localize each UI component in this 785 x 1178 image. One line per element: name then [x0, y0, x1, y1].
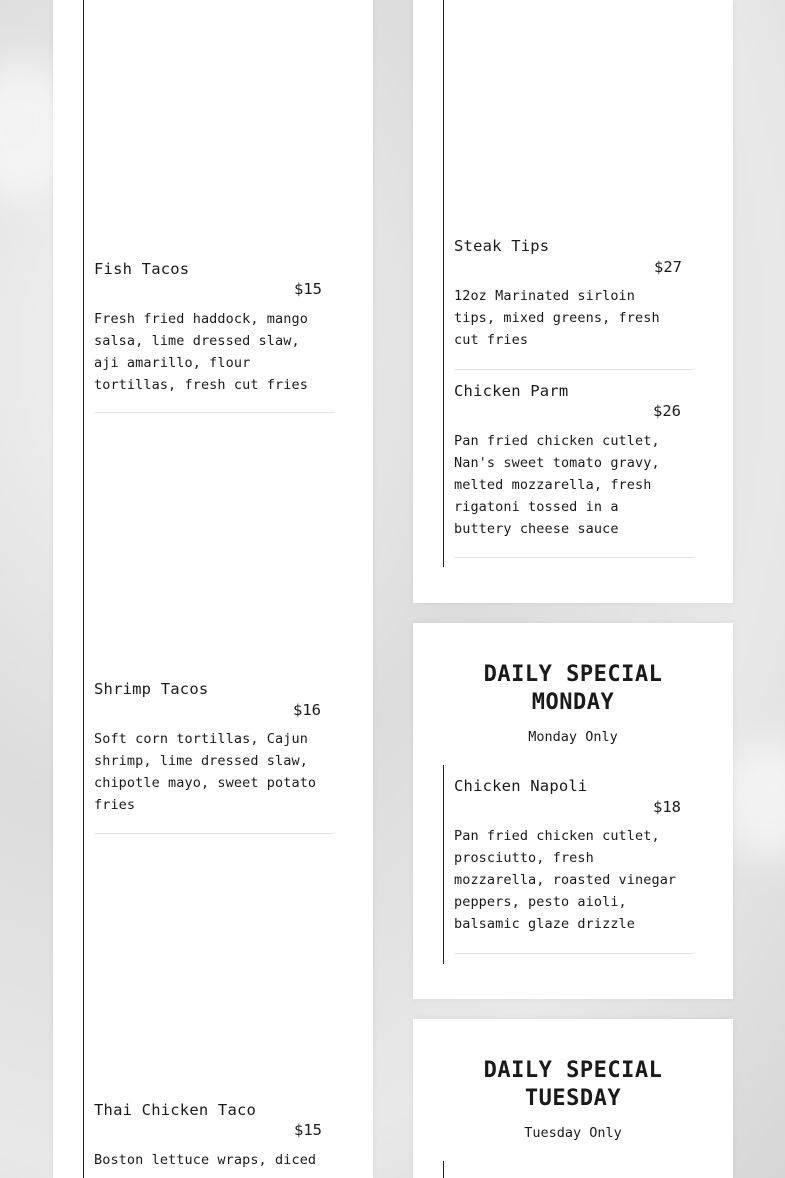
menu-item	[94, 680, 334, 840]
column-divider	[443, 765, 444, 964]
special-title-line2: TUESDAY	[524, 1086, 622, 1111]
menu-item-price: $18	[653, 798, 681, 816]
special-title-line1: DAILY SPECIAL	[483, 662, 663, 687]
menu-item-description: Pan fried chicken cutlet, Nan's sweet tomato gravy, melted mozzarella, fresh rigatoni tossed in a buttery cheese sauce	[454, 433, 660, 537]
item-separator	[454, 557, 694, 558]
menu-item-name: Steak Tips	[454, 237, 550, 255]
column-divider	[83, 0, 84, 1178]
menu-item	[454, 382, 694, 562]
menu-item-name: Shrimp Tacos	[94, 680, 209, 698]
column-divider	[443, 1161, 444, 1178]
special-title-line1: DAILY SPECIAL	[483, 1058, 663, 1083]
menu-item	[94, 1101, 334, 1178]
menu-item-name: Chicken Parm	[454, 382, 569, 400]
menu-item-name: Thai Chicken Taco	[94, 1101, 257, 1119]
menu-item-price: $26	[653, 402, 681, 420]
menu-item	[454, 237, 694, 377]
daily-special-tuesday-card	[413, 1019, 733, 1178]
menu-item-description: Boston lettuce wraps, diced	[94, 1152, 317, 1168]
menu-item-price: $15	[294, 280, 322, 298]
daily-special-monday-card	[413, 623, 733, 999]
menu-item-description: Pan fried chicken cutlet, prosciutto, fresh mozzarella, roasted vinegar peppers, pesto aioli, balsamic glaze drizzle	[454, 828, 677, 932]
menu-item-description: Soft corn tortillas, Cajun shrimp, lime dressed slaw, chipotle mayo, sweet potato fries	[94, 731, 317, 813]
menu-item-price: $27	[654, 258, 682, 276]
special-title-line2: MONDAY	[531, 690, 615, 715]
menu-card-left	[53, 0, 373, 1178]
special-subtitle: Monday Only	[528, 729, 618, 745]
menu-card-right-top	[413, 0, 733, 603]
menu-item	[454, 777, 694, 957]
menu-item-price: $15	[294, 1121, 322, 1139]
menu-item-name: Chicken Napoli	[454, 777, 588, 795]
special-subtitle: Tuesday Only	[524, 1125, 622, 1141]
item-separator	[94, 412, 334, 413]
column-divider	[443, 0, 444, 567]
menu-item-description: 12oz Marinated sirloin tips, mixed greens, fresh cut fries	[454, 288, 660, 348]
menu-item-description: Fresh fried haddock, mango salsa, lime dressed slaw, aji amarillo, flour tortillas, fresh cut fries	[94, 311, 308, 393]
item-separator	[454, 369, 694, 370]
menu-item-price: $16	[293, 701, 321, 719]
item-separator	[454, 953, 694, 954]
menu-item	[94, 260, 334, 420]
item-separator	[94, 833, 334, 834]
menu-item-name: Fish Tacos	[94, 260, 190, 278]
